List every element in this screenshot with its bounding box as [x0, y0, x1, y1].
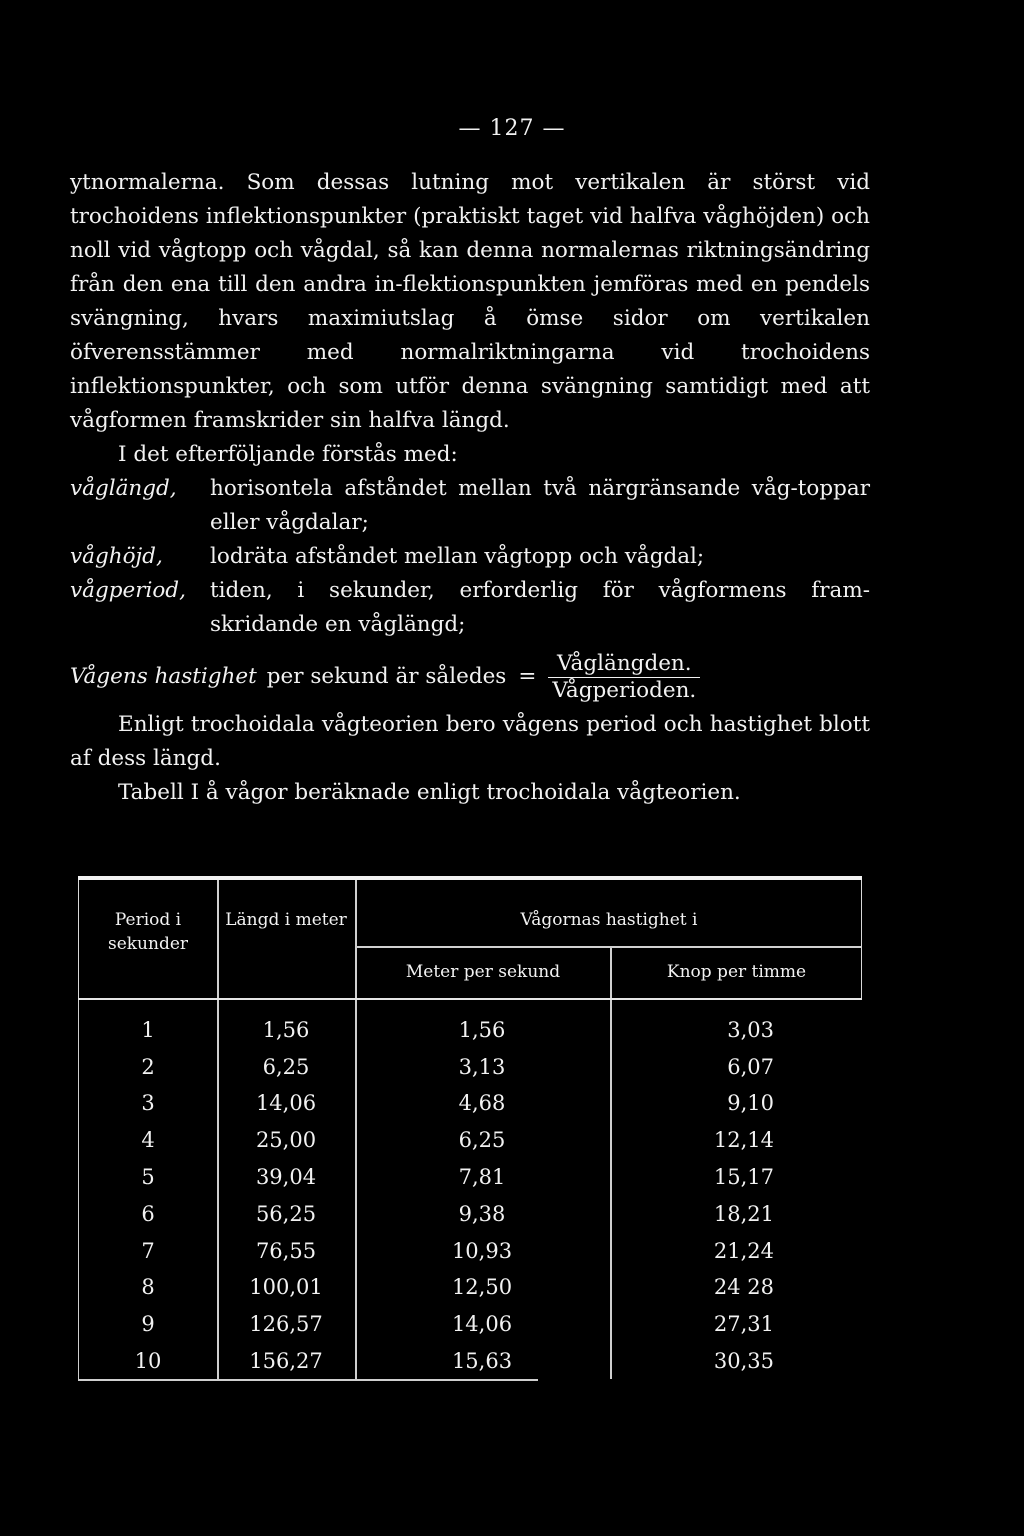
table-cell: 3,03 — [727, 1017, 774, 1042]
definition-wavelength — [70, 472, 870, 540]
table-cell: 15,17 — [713, 1165, 774, 1190]
paragraph-1: ytnormalerna. Som dessas lutning mot vertikalen är störst vid trochoidens inflektionspunkter (praktiskt taget vid halfva våghöjden) och noll vid vågtopp och vågdal, så kan denna normalernas riktningsändring från den ena till den andra in-flektionspunkten jemföras med en pendels svängning, hvars maximiutslag å ömse sidor om vertikalen öfverensstämmer med normalriktningarna vid trochoidens inflektionspunkter, och som utför denna svängning samtidigt med att vågformen framskrider sin halfva längd. — [70, 170, 870, 433]
column-divider — [610, 1000, 612, 1380]
column-divider — [355, 1000, 357, 1380]
table-cell: 3,13 — [458, 1054, 506, 1079]
definition-waveperiod — [70, 574, 870, 642]
table-cell: 12,14 — [713, 1128, 774, 1153]
table-cell: 1,56 — [262, 1017, 310, 1042]
table-cell: 4 — [141, 1128, 155, 1153]
table-cell: 6,25 — [262, 1054, 310, 1079]
table-cell: 21,24 — [713, 1238, 774, 1263]
table-cell: 126,57 — [249, 1312, 323, 1337]
header-meter-per-second: Meter per sekund — [405, 962, 561, 982]
definition-desc: horisontela afståndet mellan två närgränsande våg-toppar eller vågdalar; — [210, 476, 870, 535]
header-length: Längd i meter — [225, 910, 347, 930]
definition-waveheight — [70, 540, 870, 574]
table-cell: 25,00 — [255, 1128, 317, 1153]
table-cell: 9 — [141, 1312, 155, 1337]
formula-text: per sekund är således — [266, 664, 507, 689]
table-cell: 9,10 — [727, 1091, 774, 1116]
page-number: — 127 — — [458, 116, 566, 141]
table-row — [79, 1012, 862, 1049]
table-cell: 6,07 — [727, 1054, 774, 1079]
table-cell: 100,01 — [249, 1275, 323, 1300]
paragraph-3: Enligt trochoidala vågteorien bero vågens period och hastighet blott af dess längd. — [70, 712, 870, 771]
table-bottom-rule — [78, 1379, 538, 1381]
header-knots-per-hour: Knop per timme — [666, 962, 807, 982]
table-cell: 5 — [141, 1165, 155, 1190]
definition-term: våghöjd, — [70, 544, 163, 569]
table-row — [79, 1085, 862, 1122]
table-cell: 6,25 — [458, 1128, 506, 1153]
definition-desc: lodräta afståndet mellan vågtopp och vågdal; — [210, 544, 705, 569]
table-cell: 39,04 — [255, 1165, 317, 1190]
table-cell: 3 — [141, 1091, 155, 1116]
formula-denominator: Vågperioden. — [548, 677, 700, 704]
table-cell: 14,06 — [451, 1312, 513, 1337]
table-cell: 2 — [141, 1054, 155, 1079]
table-cell: 18,21 — [713, 1201, 774, 1226]
table-row — [79, 1269, 862, 1306]
column-divider — [217, 1000, 219, 1380]
table-body — [78, 1000, 862, 1380]
definition-term: våglängd, — [70, 476, 177, 501]
table-cell: 12,50 — [451, 1275, 513, 1300]
table-row — [79, 1306, 862, 1343]
table-cell: 7,81 — [458, 1165, 506, 1190]
table-cell: 6 — [141, 1201, 155, 1226]
header-velocity-group: Vågornas hastighet i — [520, 910, 698, 930]
table-cell: 4,68 — [458, 1091, 506, 1116]
table-row — [79, 1343, 862, 1380]
table-cell: 156,27 — [249, 1349, 323, 1374]
header-divider — [217, 880, 219, 998]
paragraph-4: Tabell I å vågor beräknade enligt trochoidala vågteorien. — [118, 780, 741, 805]
table-cell: 10,93 — [451, 1238, 513, 1263]
table-cell: 76,55 — [255, 1238, 317, 1263]
formula-term: Vågens hastighet — [70, 664, 257, 689]
formula-equals: = — [518, 664, 537, 689]
formula-numerator: Våglängden. — [557, 650, 692, 676]
table-cell: 7 — [141, 1238, 155, 1263]
table-row — [79, 1232, 862, 1269]
table-cell: 1 — [141, 1017, 155, 1042]
velocity-formula — [70, 650, 870, 704]
table-cell: 9,38 — [458, 1201, 506, 1226]
table-row — [79, 1048, 862, 1085]
table-row — [79, 1122, 862, 1159]
body-text — [70, 166, 870, 810]
table-cell: 14,06 — [255, 1091, 317, 1116]
table-header — [78, 880, 862, 998]
table-cell: 24 28 — [713, 1275, 774, 1300]
table-cell: 1,56 — [458, 1017, 506, 1042]
table-cell: 27,31 — [713, 1312, 774, 1337]
table-cell: 56,25 — [255, 1201, 317, 1226]
table-cell: 10 — [134, 1349, 162, 1374]
header-subrule — [356, 946, 861, 948]
table-cell: 30,35 — [713, 1349, 774, 1374]
wave-table — [78, 876, 862, 1381]
definition-desc: tiden, i sekunder, erforderlig för vågformens fram-skridande en våglängd; — [210, 578, 870, 637]
table-cell: 8 — [141, 1275, 155, 1300]
table-row — [79, 1159, 862, 1196]
table-cell: 15,63 — [451, 1349, 513, 1374]
definition-term: vågperiod, — [70, 578, 186, 603]
header-period: Period i sekunder — [107, 910, 189, 954]
table-row — [79, 1195, 862, 1232]
paragraph-2: I det efterföljande förstås med: — [118, 442, 458, 467]
formula-fraction — [548, 651, 700, 704]
